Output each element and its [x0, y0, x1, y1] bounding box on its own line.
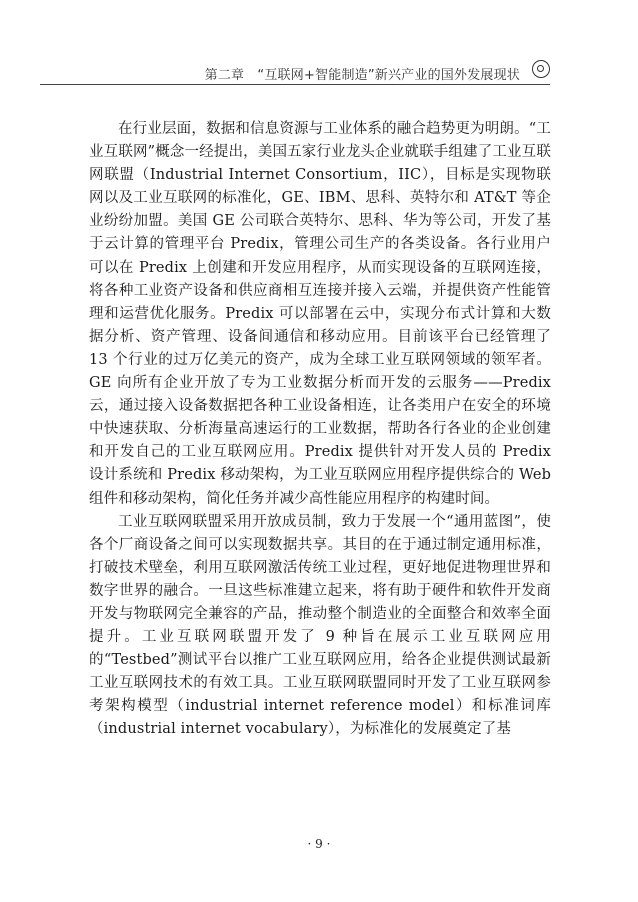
header-rule [40, 84, 550, 85]
paragraph: 工业互联网联盟采用开放成员制，致力于发展一个“通用蓝图”，使各个厂商设备之间可以实现数据共享。其目的在于通过制定通用标准，打破技术壁垒，利用互联网激活传统工业过程，更好地促进物理世界和数字世界的融合。一旦这些标准建立起来，将有助于硬件和软件开发商开发与物联网完全兼容的产品，推动整个制造业的全面整合和效率全面提升。工业互联网联盟开发了 9 种旨在展示工业互联网应用的“Testbed”测试平台以推广工业互联网应用，给各企业提供测试最新工业互联网技术的有效工具。工业互联网联盟同时开发了工业互联网参考架构模型（industrial internet reference model）和标准词库（industrial internet vocabulary），为标准化的发展奠定了基 [89, 513, 551, 738]
running-header [40, 60, 550, 90]
target-circle-icon [532, 60, 550, 78]
page-number: · 9 · [307, 837, 331, 851]
body-text [89, 118, 551, 742]
paragraph: 在行业层面，数据和信息资源与工业体系的融合趋势更为明朗。“工业互联网”概念一经提出，美国五家行业龙头企业就联手组建了工业互联网联盟（Industrial Internet Consortium，IIC），目标是实现物联网以及工业互联网的标准化，GE、IBM、思科、英特尔和 AT&T 等企业纷纷加盟。美国 GE 公司联合英特尔、思科、华为等公司，开发了基于云计算的管理平台 Predix，管理公司生产的各类设备。各行业用户可以在 Predix 上创建和开发应用程序，从而实现设备的互联网连接，将各种工业资产设备和供应商相互连接并接入云端，并提供资产性能管理和运营优化服务。Predix 可以部署在云中，实现分布式计算和大数据分析、资产管理、设备间通信和移动应用。目前该平台已经管理了 13 个行业的过万亿美元的资产，成为全球工业互联网领域的领军者。GE 向所有企业开放了专为工业数据分析而开发的云服务——Predix 云，通过接入设备数据把各种工业设备相连，让各类用户在安全的环境中快速获取、分析海量高速运行的工业数据，帮助各行各业的企业创建和开发自己的工业互联网应用。Predix 提供针对开发人员的 Predix 设计系统和 Predix 移动架构，为工业互联网应用程序提供综合的 Web 组件和移动架构，简化任务并减少高性能应用程序的构建时间。 [89, 121, 551, 507]
chapter-title: 第二章 “互联网+智能制造”新兴产业的国外发展现状 [204, 68, 520, 83]
